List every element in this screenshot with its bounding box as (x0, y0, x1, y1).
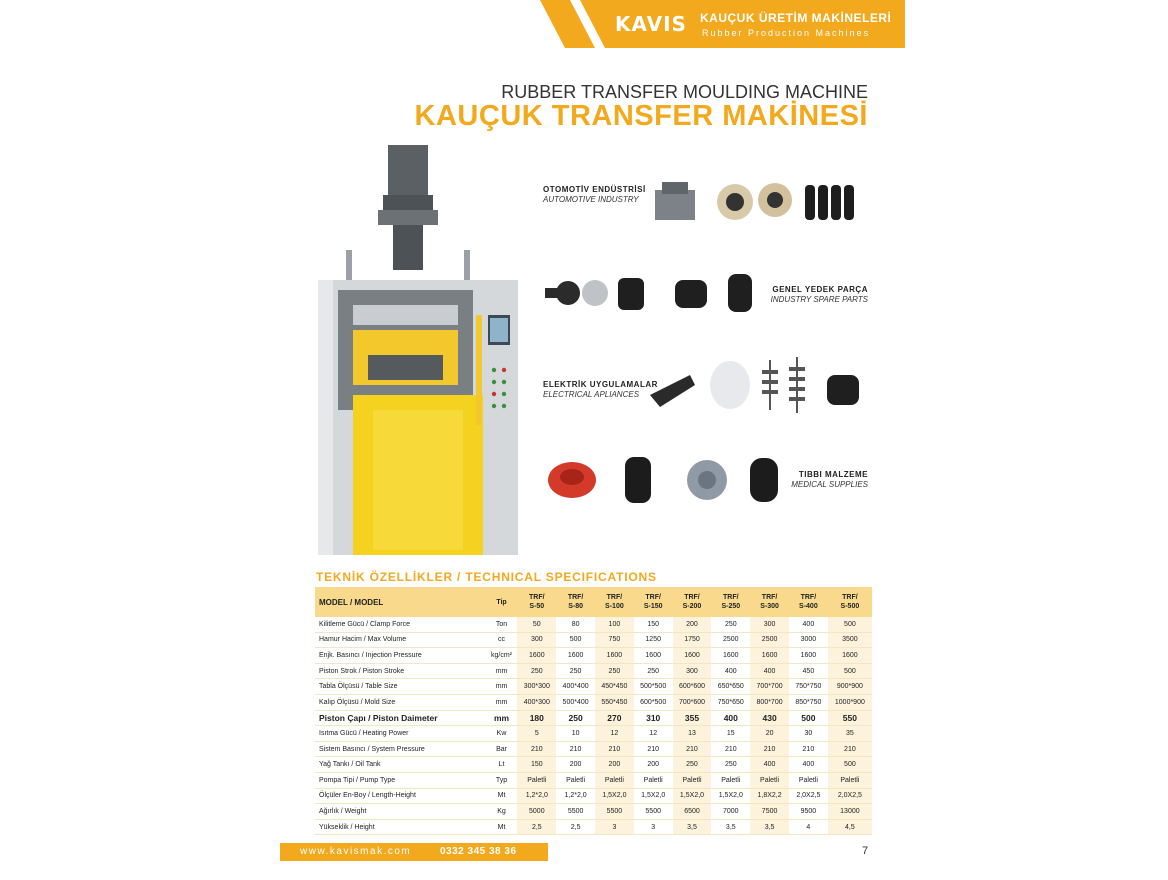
table-cell: 250 (673, 757, 712, 773)
row-unit: cc (486, 632, 518, 648)
table-cell: 500*500 (634, 679, 673, 695)
model-line2: S-400 (799, 603, 818, 610)
table-cell: 300*300 (517, 679, 556, 695)
table-cell: 210 (711, 741, 750, 757)
table-cell: 210 (595, 741, 634, 757)
table-cell: 1600 (556, 648, 595, 664)
table-cell: 650*650 (711, 679, 750, 695)
table-cell: 400 (789, 617, 828, 632)
table-cell: 13 (673, 726, 712, 742)
model-line1: TRF/ (842, 594, 858, 601)
table-cell: 300 (673, 663, 712, 679)
table-row (315, 632, 872, 648)
electrical-parts-image (645, 355, 870, 415)
table-cell: 4,5 (828, 819, 872, 835)
specs-table (315, 587, 872, 835)
table-cell: 250 (634, 663, 673, 679)
row-label: Ölçüler En-Boy / Length-Height (315, 788, 486, 804)
table-cell: 5 (517, 726, 556, 742)
row-label: Pompa Tipi / Pump Type (315, 772, 486, 788)
footer-website: www.kavismak.com (300, 846, 412, 857)
model-line2: S-250 (721, 603, 741, 610)
model-column-header (828, 587, 872, 617)
table-cell: 150 (634, 617, 673, 632)
table-row (315, 741, 872, 757)
table-cell: Paletli (673, 772, 712, 788)
table-cell: 3500 (828, 632, 872, 648)
row-label: Sistem Basıncı / System Pressure (315, 741, 486, 757)
model-line2: S-300 (760, 603, 779, 610)
table-cell: 2,5 (517, 819, 556, 835)
page-number: 7 (862, 845, 869, 857)
model-line1: TRF/ (800, 594, 817, 601)
table-cell: 600*500 (634, 694, 673, 710)
table-cell: Paletli (556, 772, 595, 788)
model-line2: S-50 (529, 603, 545, 610)
table-cell: 210 (750, 741, 789, 757)
table-cell: 1,5X2,0 (595, 788, 634, 804)
table-cell: 210 (828, 741, 872, 757)
table-cell: 1600 (634, 648, 673, 664)
table-cell: 20 (750, 726, 789, 742)
table-cell: 1600 (789, 648, 828, 664)
table-cell: 500*400 (556, 694, 595, 710)
table-cell: 250 (711, 757, 750, 773)
model-line1: TRF/ (761, 594, 778, 601)
row-unit: Bar (486, 741, 518, 757)
table-cell: 200 (595, 757, 634, 773)
row-label: Piston Strok / Piston Stroke (315, 663, 486, 679)
table-cell: 1,2*2,0 (517, 788, 556, 804)
table-cell: 7000 (711, 804, 750, 820)
table-cell: 400*400 (556, 679, 595, 695)
category-electrical-tr: ELEKTRİK UYGULAMALAR (543, 380, 658, 389)
table-cell: 200 (673, 617, 712, 632)
brand-logo: KAVIS (615, 12, 687, 36)
table-cell: 210 (789, 741, 828, 757)
table-cell: 210 (673, 741, 712, 757)
category-automotive (543, 185, 646, 205)
row-label: Enjk. Basıncı / Injection Pressure (315, 648, 486, 664)
table-cell: 2,5 (556, 819, 595, 835)
category-medical-en: MEDICAL SUPPLIES (791, 480, 868, 489)
table-cell: 300 (517, 632, 556, 648)
model-column-header (595, 587, 634, 617)
row-label: Kalıp Ölçüsü / Mold Size (315, 694, 486, 710)
table-cell: 1,8X2,2 (750, 788, 789, 804)
table-cell: 250 (556, 710, 595, 726)
row-label: Piston Çapı / Piston Daimeter (315, 710, 486, 726)
model-line1: TRF/ (723, 594, 739, 601)
table-cell: 3 (595, 819, 634, 835)
table-cell: 50 (517, 617, 556, 632)
table-cell: 700*600 (673, 694, 712, 710)
table-cell: 3,5 (750, 819, 789, 835)
table-cell: 250 (595, 663, 634, 679)
table-cell: 850*750 (789, 694, 828, 710)
table-cell: 7500 (750, 804, 789, 820)
row-label: Kilitleme Gücü / Clamp Force (315, 617, 486, 632)
table-cell: 500 (828, 617, 872, 632)
table-cell: 6500 (673, 804, 712, 820)
model-column-header (789, 587, 828, 617)
table-cell: 300 (750, 617, 789, 632)
table-cell: 1600 (517, 648, 556, 664)
specs-body (315, 617, 872, 835)
model-line1: TRF/ (529, 594, 545, 601)
table-cell: 400*300 (517, 694, 556, 710)
model-line2: S-500 (840, 603, 860, 610)
table-cell: 1600 (828, 648, 872, 664)
table-cell: 1,2*2,0 (556, 788, 595, 804)
table-cell: Paletli (789, 772, 828, 788)
model-column-header (750, 587, 789, 617)
table-cell: 35 (828, 726, 872, 742)
specs-header-row (315, 587, 872, 617)
table-row (315, 726, 872, 742)
table-cell: 1,5X2,0 (673, 788, 712, 804)
row-unit: Kg (486, 804, 518, 820)
model-line1: TRF/ (645, 594, 661, 601)
table-cell: 1600 (673, 648, 712, 664)
table-cell: 2,0X2,5 (789, 788, 828, 804)
category-automotive-tr: OTOMOTİV ENDÜSTRİSİ (543, 185, 646, 194)
table-cell: 1,5X2,0 (711, 788, 750, 804)
table-row (315, 648, 872, 664)
table-cell: 500 (789, 710, 828, 726)
table-cell: 400 (711, 663, 750, 679)
table-cell: 800*700 (750, 694, 789, 710)
table-cell: Paletli (711, 772, 750, 788)
table-cell: 400 (789, 757, 828, 773)
table-cell: Paletli (517, 772, 556, 788)
row-unit: Typ (486, 772, 518, 788)
table-cell: Paletli (750, 772, 789, 788)
table-cell: 1600 (711, 648, 750, 664)
row-label: Yağ Tankı / Oil Tank (315, 757, 486, 773)
table-cell: 150 (517, 757, 556, 773)
table-cell: 3000 (789, 632, 828, 648)
table-cell: 3 (634, 819, 673, 835)
row-label: Hamur Hacim / Max Volume (315, 632, 486, 648)
table-cell: 1600 (750, 648, 789, 664)
row-label: Isıtma Gücü / Heating Power (315, 726, 486, 742)
automotive-parts-image (650, 180, 870, 225)
table-cell: 4 (789, 819, 828, 835)
category-electrical (543, 380, 658, 400)
table-cell: 355 (673, 710, 712, 726)
table-cell: 310 (634, 710, 673, 726)
table-cell: 80 (556, 617, 595, 632)
category-automotive-en: AUTOMOTIVE INDUSTRY (543, 195, 639, 204)
model-line2: S-200 (682, 603, 702, 610)
footer-phone: 0332 345 38 36 (440, 846, 517, 857)
model-column-header (711, 587, 750, 617)
table-cell: 5000 (517, 804, 556, 820)
table-cell: 15 (711, 726, 750, 742)
table-cell: 3,5 (711, 819, 750, 835)
table-cell: 450*450 (595, 679, 634, 695)
table-cell: 500 (828, 757, 872, 773)
row-unit: mm (486, 679, 518, 695)
category-spare-parts-en: INDUSTRY SPARE PARTS (770, 295, 868, 304)
table-cell: 5500 (556, 804, 595, 820)
machine-illustration (318, 140, 528, 560)
table-cell: 200 (634, 757, 673, 773)
table-cell: 750 (595, 632, 634, 648)
row-unit: Mt (486, 819, 518, 835)
model-line2: S-150 (643, 603, 663, 610)
table-cell: 1000*900 (828, 694, 872, 710)
table-row (315, 788, 872, 804)
table-cell: 900*900 (828, 679, 872, 695)
table-cell: 9500 (789, 804, 828, 820)
table-cell: 400 (711, 710, 750, 726)
table-cell: Paletli (634, 772, 673, 788)
table-cell: 450 (789, 663, 828, 679)
specs-title: TEKNİK ÖZELLİKLER / TECHNICAL SPECIFICATIONS (316, 570, 657, 584)
table-cell: 200 (556, 757, 595, 773)
table-row (315, 804, 872, 820)
spare-parts-image (540, 270, 760, 315)
page-subtitle: RUBBER TRANSFER MOULDING MACHINE (501, 82, 868, 102)
row-label: Tabla Ölçüsü / Table Size (315, 679, 486, 695)
category-spare-parts-tr: GENEL YEDEK PARÇA (772, 285, 868, 294)
row-unit: mm (486, 663, 518, 679)
table-cell: 2500 (750, 632, 789, 648)
table-cell: 250 (711, 617, 750, 632)
table-row (315, 819, 872, 835)
table-cell: Paletli (828, 772, 872, 788)
brand-title: KAUÇUK ÜRETİM MAKİNELERİ (700, 11, 892, 25)
model-line1: TRF/ (567, 594, 584, 601)
table-cell: 550*450 (595, 694, 634, 710)
model-column-header (634, 587, 673, 617)
row-unit: Lt (486, 757, 518, 773)
table-row (315, 772, 872, 788)
table-cell: 430 (750, 710, 789, 726)
table-cell: 1250 (634, 632, 673, 648)
table-cell: 210 (556, 741, 595, 757)
table-cell: 5500 (634, 804, 673, 820)
category-medical-tr: TIBBI MALZEME (798, 470, 868, 479)
model-column-header (517, 587, 556, 617)
table-cell: 210 (517, 741, 556, 757)
category-electrical-en: ELECTRICAL APLIANCES (543, 390, 640, 399)
page-title: KAUÇUK TRANSFER MAKİNESİ (414, 100, 868, 132)
table-row (315, 679, 872, 695)
table-cell: 30 (789, 726, 828, 742)
row-unit: Kw (486, 726, 518, 742)
table-cell: 12 (634, 726, 673, 742)
table-cell: 10 (556, 726, 595, 742)
table-cell: 550 (828, 710, 872, 726)
table-cell: 100 (595, 617, 634, 632)
table-cell: 210 (634, 741, 673, 757)
table-cell: 13000 (828, 804, 872, 820)
tip-header: Tip (486, 587, 518, 617)
model-column-header (556, 587, 595, 617)
table-cell: 500 (828, 663, 872, 679)
model-line1: TRF/ (606, 594, 623, 601)
model-line2: S-100 (605, 603, 624, 610)
table-cell: 1750 (673, 632, 712, 648)
model-column-header (673, 587, 712, 617)
table-cell: 5500 (595, 804, 634, 820)
table-cell: 2,0X2,5 (828, 788, 872, 804)
table-cell: 600*600 (673, 679, 712, 695)
table-row (315, 757, 872, 773)
table-cell: 750*750 (789, 679, 828, 695)
row-unit: mm (486, 694, 518, 710)
table-row (315, 617, 872, 632)
table-cell: 3,5 (673, 819, 712, 835)
row-unit: mm (486, 710, 518, 726)
brand-subtitle: Rubber Production Machines (702, 28, 871, 38)
table-row (315, 663, 872, 679)
table-cell: 250 (556, 663, 595, 679)
table-row (315, 710, 872, 726)
table-cell: 270 (595, 710, 634, 726)
table-cell: Paletli (595, 772, 634, 788)
model-line1: TRF/ (684, 594, 700, 601)
table-cell: 500 (556, 632, 595, 648)
table-cell: 1600 (595, 648, 634, 664)
table-cell: 2500 (711, 632, 750, 648)
row-unit: Mt (486, 788, 518, 804)
table-cell: 400 (750, 663, 789, 679)
table-cell: 750*650 (711, 694, 750, 710)
row-unit: kg/cm² (486, 648, 518, 664)
row-label: Yükseklik / Height (315, 819, 486, 835)
category-spare-parts (760, 285, 868, 305)
table-cell: 180 (517, 710, 556, 726)
row-unit: Ton (486, 617, 518, 632)
medical-parts-image (545, 455, 785, 505)
table-cell: 700*700 (750, 679, 789, 695)
row-label: Ağırlık / Weight (315, 804, 486, 820)
model-header: MODEL / MODEL (315, 587, 486, 617)
table-row (315, 694, 872, 710)
table-cell: 1,5X2,0 (634, 788, 673, 804)
table-cell: 250 (517, 663, 556, 679)
table-cell: 400 (750, 757, 789, 773)
model-line2: S-80 (568, 603, 583, 610)
table-cell: 12 (595, 726, 634, 742)
